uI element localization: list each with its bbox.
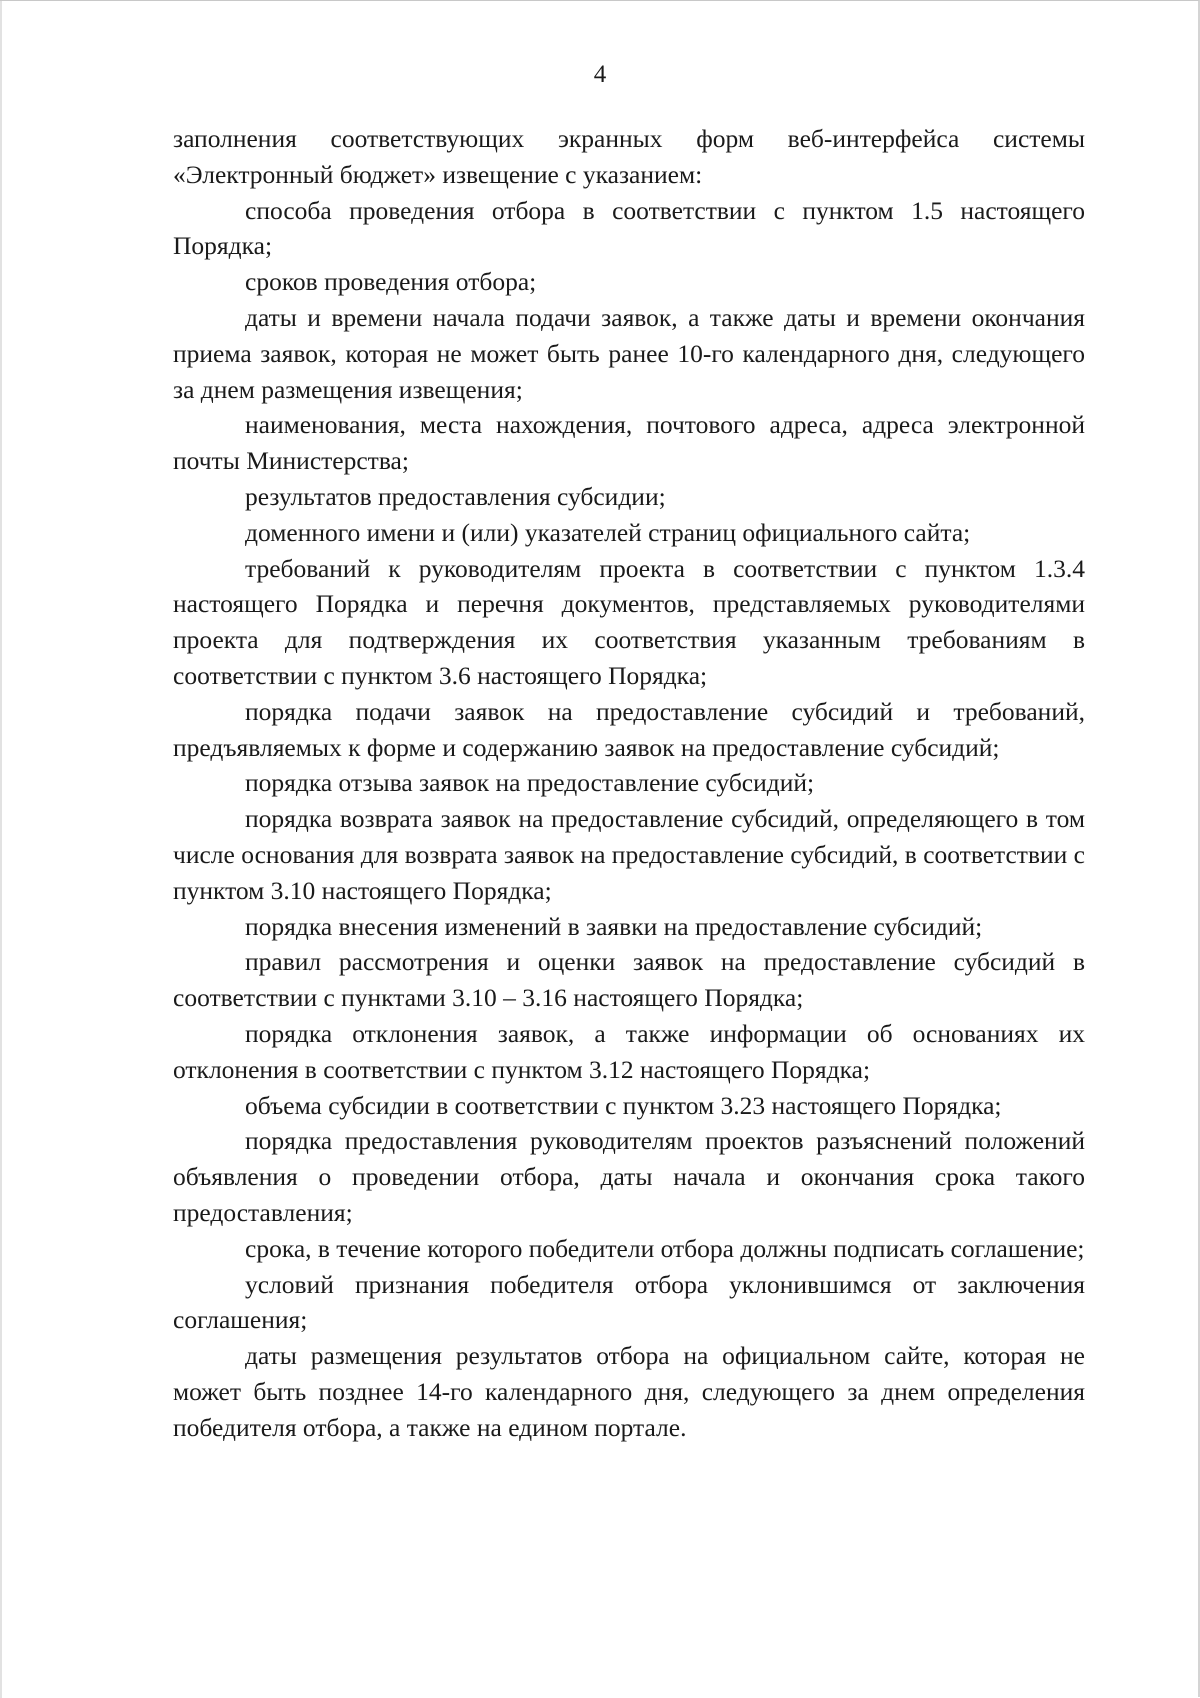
list-paragraph: порядка возврата заявок на предоставление субсидий, определяющего в том числе основания для возврата заявок на предоставление субсидий, в соответствии с пунктом 3.10 настоящего Порядка; [173, 804, 1085, 905]
list-paragraph: доменного имени и (или) указателей страниц официального сайта; [245, 517, 971, 547]
list-paragraph: результатов предоставления субсидии; [245, 481, 666, 511]
list-paragraph: требований к руководителям проекта в соответствии с пунктом 1.3.4 настоящего Порядка и перечня документов, представляемых руководителями проекта для подтверждения их соответствия указанным требованиям в соответствии с пунктом 3.6 настоящего Порядка; [173, 553, 1085, 690]
list-paragraph: порядка подачи заявок на предоставление субсидий и требований, предъявляемых к форме и содержанию заявок на предоставление субсидий; [173, 696, 1085, 762]
list-paragraph: даты и времени начала подачи заявок, а также даты и времени окончания приема заявок, которая не может быть ранее 10-го календарного дня, следующего за днем размещения извещения; [173, 302, 1085, 404]
list-paragraph: условий признания победителя отбора уклонившимся от заключения соглашения; [173, 1269, 1085, 1335]
list-paragraph: порядка внесения изменений в заявки на предоставление субсидий; [245, 911, 983, 941]
list-paragraph: наименования, места нахождения, почтового адреса, адреса электронной почты Министерства; [173, 410, 1085, 476]
document-body [173, 121, 1085, 1445]
list-paragraph: порядка отклонения заявок, а также информации об основаниях их отклонения в соответствии с пунктом 3.12 настоящего Порядка; [173, 1018, 1085, 1084]
list-paragraph: сроков проведения отбора; [245, 267, 537, 297]
list-paragraph: даты размещения результатов отбора на официальном сайте, которая не может быть позднее 14-го календарного дня, следующего за днем определения победителя отбора, а также на едином портале. [173, 1341, 1085, 1442]
page-edge [0, 1, 2, 1698]
list-paragraph: объема субсидии в соответствии с пунктом 3.23 настоящего Порядка; [245, 1090, 1002, 1120]
list-paragraph: порядка предоставления руководителям проектов разъяснений положений объявления о проведении отбора, даты начала и окончания срока такого предоставления; [173, 1126, 1085, 1227]
page-number: 4 [593, 61, 607, 88]
list-paragraph: правил рассмотрения и оценки заявок на предоставление субсидий в соответствии с пунктами 3.10 – 3.16 настоящего Порядка; [173, 947, 1085, 1013]
list-paragraph: срока, в течение которого победители отбора должны подписать соглашение; [245, 1233, 1085, 1263]
list-paragraph: порядка отзыва заявок на предоставление субсидий; [245, 768, 815, 798]
list-paragraph: способа проведения отбора в соответствии с пунктом 1.5 настоящего Порядка; [173, 195, 1085, 261]
paragraph: заполнения соответствующих экранных форм веб-интерфейса системы «Электронный бюджет» извещение с указанием: [173, 124, 1085, 189]
